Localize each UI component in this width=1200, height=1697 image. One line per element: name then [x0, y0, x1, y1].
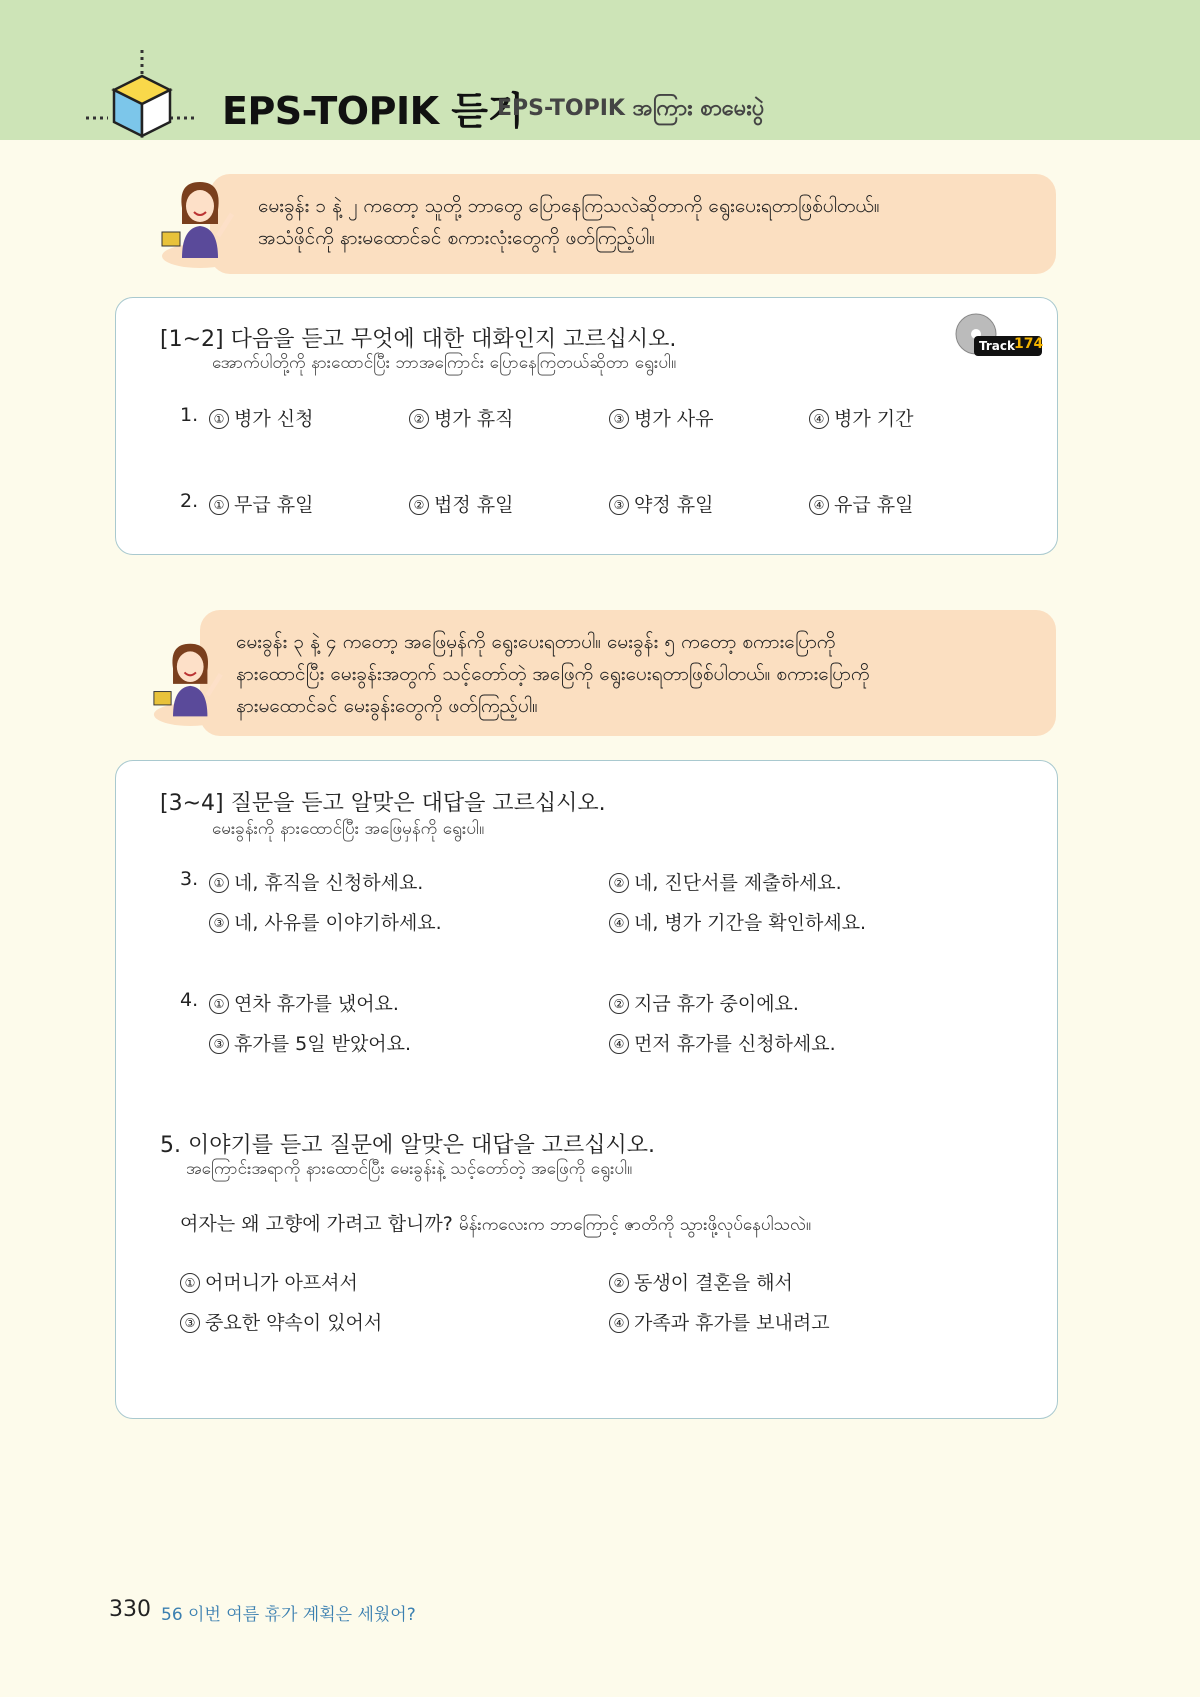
option-text: 동생이 결혼을 해서 — [634, 1272, 793, 1294]
option-mark: ④ — [809, 409, 829, 429]
option-text: 지금 휴가 중이에요. — [634, 993, 799, 1015]
section-1-title: [1~2] 다음을 듣고 무엇에 대한 대화인지 고르십시오. — [160, 327, 677, 352]
option-text: 약정 휴일 — [634, 494, 714, 516]
teacher-icon — [152, 636, 238, 728]
question-1-option-3[interactable] — [609, 404, 713, 431]
option-text: 병가 사유 — [634, 408, 714, 430]
option-mark: ① — [209, 873, 229, 893]
option-text: 법정 휴일 — [434, 494, 514, 516]
question-4-option-1[interactable] — [209, 989, 399, 1016]
question-5-option-4[interactable] — [609, 1308, 830, 1335]
question-4-option-4[interactable] — [609, 1029, 836, 1056]
question-2-number: 2. — [180, 490, 199, 512]
option-mark: ③ — [609, 495, 629, 515]
option-text: 병가 신청 — [234, 408, 314, 430]
question-5-prompt — [180, 1209, 811, 1239]
question-5-title: 5. 이야기를 듣고 질문에 알맞은 대답을 고르십시오. — [160, 1133, 655, 1158]
section-1-subtitle: အောက်ပါတို့ကို နားထောင်ပြီး ဘာအကြောင်း ပြောနေကြတယ်ဆိုတာ ရွေးပါ။ — [212, 353, 677, 373]
bubble-2-line-1: မေးခွန်း ၃ နဲ့ ၄ ကတော့ အဖြေမှန်ကို ရွေးပေးရတာပါ။ မေးခွန်း ၅ ကတော့ စကားပြောကို — [236, 631, 836, 653]
question-3-option-3[interactable] — [209, 908, 442, 935]
question-1-option-2[interactable] — [409, 404, 513, 431]
option-mark: ③ — [209, 1034, 229, 1054]
question-1-option-4[interactable] — [809, 404, 913, 431]
section-2-subtitle: မေးခွန်းကို နားထောင်ပြီး အဖြေမှန်ကို ရွေးပါ။ — [212, 819, 485, 839]
page-title: EPS-TOPIK 듣기 — [222, 89, 524, 133]
option-mark: ① — [209, 409, 229, 429]
track-number: 174 — [1014, 336, 1044, 352]
question-3-option-2[interactable] — [609, 868, 842, 895]
question-1-number: 1. — [180, 404, 199, 426]
option-mark: ③ — [609, 409, 629, 429]
option-text: 유급 휴일 — [834, 494, 914, 516]
page-number: 330 — [109, 1597, 151, 1622]
option-mark: ④ — [609, 913, 629, 933]
option-mark: ② — [409, 409, 429, 429]
cube-icon — [86, 50, 204, 140]
option-text: 휴가를 5일 받았어요. — [234, 1033, 412, 1055]
option-text: 중요한 약속이 있어서 — [205, 1312, 383, 1334]
question-5-subtitle: အကြောင်းအရာကို နားထောင်ပြီး မေးခွန်းနဲ့ သင့်တော်တဲ့ အဖြေကို ရွေးပါ။ — [186, 1159, 633, 1179]
section-2-title: [3~4] 질문을 듣고 알맞은 대답을 고르십시오. — [160, 791, 606, 816]
option-text: 네, 휴직을 신청하세요. — [234, 872, 424, 894]
option-mark: ② — [609, 873, 629, 893]
question-3-option-1[interactable] — [209, 868, 423, 895]
option-text: 병가 기간 — [834, 408, 914, 430]
bubble-1-line-2: အသံဖိုင်ကို နားမထောင်ခင် စကားလုံးတွေကို ဖတ်ကြည့်ပါ။ — [258, 227, 655, 249]
option-mark: ② — [409, 495, 429, 515]
question-5-option-3[interactable] — [180, 1308, 382, 1335]
question-5-prompt-my: မိန်းကလေးက ဘာကြောင့် ဇာတိကို သွားဖို့လုပ်နေပါသလဲ။ — [458, 1215, 812, 1235]
option-text: 네, 병가 기간을 확인하세요. — [634, 912, 867, 934]
question-4-option-2[interactable] — [609, 989, 799, 1016]
option-mark: ③ — [180, 1313, 200, 1333]
option-text: 병가 휴직 — [434, 408, 514, 430]
option-mark: ① — [209, 994, 229, 1014]
question-4-option-3[interactable] — [209, 1029, 411, 1056]
option-mark: ① — [180, 1273, 200, 1293]
option-mark: ④ — [609, 1034, 629, 1054]
option-mark: ③ — [209, 913, 229, 933]
option-mark: ④ — [609, 1313, 629, 1333]
page-subtitle: EPS-TOPIK အကြား စာမေးပွဲ — [497, 96, 765, 121]
question-2-option-3[interactable] — [609, 490, 713, 517]
option-text: 네, 진단서를 제출하세요. — [634, 872, 842, 894]
option-text: 무급 휴일 — [234, 494, 314, 516]
bubble-1-line-1: မေးခွန်း ၁ နဲ့ ၂ ကတော့ သူတို့ ဘာတွေ ပြောနေကြသလဲဆိုတာကို ရွေးပေးရတာဖြစ်ပါတယ်။ — [258, 195, 880, 217]
option-text: 가족과 휴가를 보내려고 — [634, 1312, 830, 1334]
track-label: Track — [979, 339, 1015, 353]
question-5-option-2[interactable] — [609, 1268, 793, 1295]
question-2-option-4[interactable] — [809, 490, 913, 517]
question-2-option-1[interactable] — [209, 490, 313, 517]
question-3-option-4[interactable] — [609, 908, 866, 935]
option-mark: ④ — [809, 495, 829, 515]
option-text: 네, 사유를 이야기하세요. — [234, 912, 442, 934]
question-3-number: 3. — [180, 868, 199, 890]
teacher-icon — [160, 174, 250, 270]
option-mark: ② — [609, 1273, 629, 1293]
question-5-option-1[interactable] — [180, 1268, 358, 1295]
chapter-title: 56 이번 여름 휴가 계획은 세웠어? — [161, 1605, 416, 1625]
option-mark: ① — [209, 495, 229, 515]
option-mark: ② — [609, 994, 629, 1014]
option-text: 어머니가 아프셔서 — [205, 1272, 358, 1294]
question-1-option-1[interactable] — [209, 404, 313, 431]
bubble-2-line-3: နားမထောင်ခင် မေးခွန်းတွေကို ဖတ်ကြည့်ပါ။ — [236, 695, 538, 717]
option-text: 연차 휴가를 냈어요. — [234, 993, 399, 1015]
question-2-option-2[interactable] — [409, 490, 513, 517]
option-text: 먼저 휴가를 신청하세요. — [634, 1033, 836, 1055]
question-4-number: 4. — [180, 989, 199, 1011]
question-5-prompt-ko: 여자는 왜 고향에 가려고 합니까? — [180, 1213, 453, 1235]
bubble-2-line-2: နားထောင်ပြီး မေးခွန်းအတွက် သင့်တော်တဲ့ အဖြေကို ရွေးပေးရတာဖြစ်ပါတယ်။ စကားပြောကို — [236, 663, 870, 685]
